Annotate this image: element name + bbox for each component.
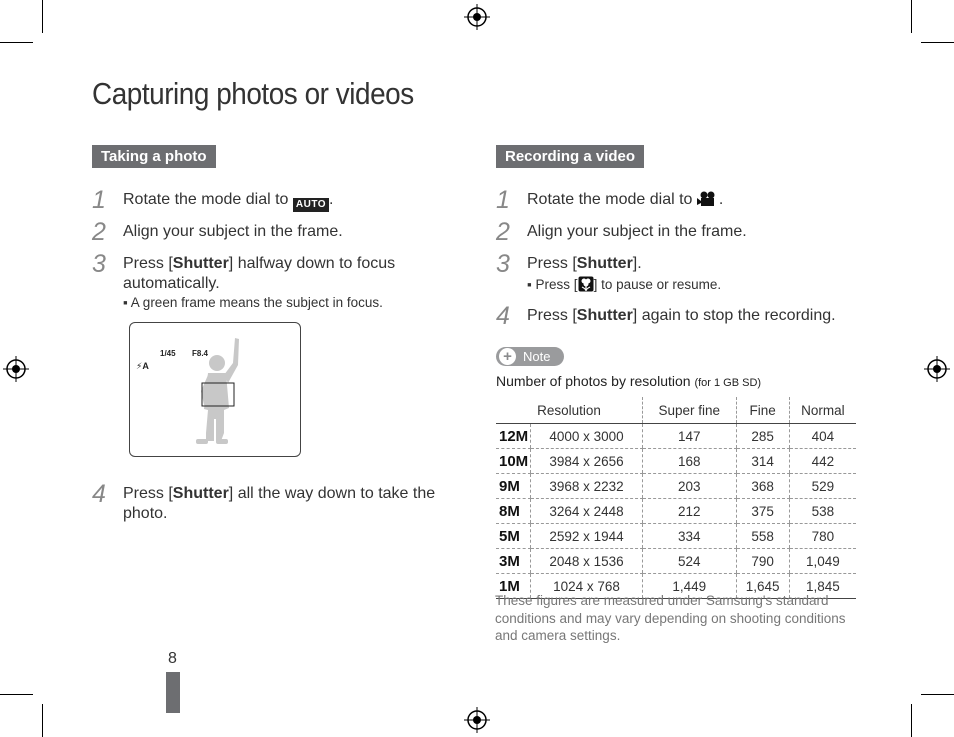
resolution-icon-label: 1M (499, 577, 520, 595)
step-text-part: Rotate the mode dial to (527, 191, 697, 208)
table-cell: 203 (643, 474, 737, 499)
step-text-part: Rotate the mode dial to (123, 191, 293, 208)
resolution-3m-icon (496, 549, 531, 574)
table-row (496, 549, 856, 574)
table-title-note: (for 1 GB SD) (694, 377, 762, 389)
step-number: 1 (92, 186, 106, 214)
table-cell: 212 (643, 499, 737, 524)
table-cell: 368 (736, 474, 789, 499)
table-cell: 1024 x 768 (531, 574, 643, 599)
viewfinder-aperture-readout: F8.4 (192, 349, 209, 358)
page-title: Capturing photos or videos (92, 76, 414, 111)
crop-mark (0, 42, 33, 43)
table-cell: 558 (736, 524, 789, 549)
step-text-part: Press [ (527, 307, 577, 324)
shutter-key: Shutter (576, 255, 633, 272)
video-camera-icon (697, 190, 719, 207)
registration-mark-icon (3, 356, 29, 382)
registration-mark-icon (924, 356, 950, 382)
bullet-note: ▪ A green frame means the subject in focus. (123, 295, 383, 310)
table-row (496, 424, 856, 449)
step-text-part: ] halfway down to focus automatically. (123, 255, 396, 292)
resolution-icon-label: 3M (499, 552, 520, 570)
step-text (527, 190, 723, 210)
resolution-9m-icon (496, 474, 531, 499)
table-cell: 2592 x 1944 (531, 524, 643, 549)
resolution-icon-label: 10M (499, 452, 529, 470)
bullet-text: Press [ (535, 277, 578, 292)
step-number: 3 (92, 250, 106, 278)
auto-mode-icon: AUTO (293, 198, 329, 212)
crop-mark (911, 0, 912, 33)
crop-mark (0, 694, 33, 695)
step-text-part: . (329, 191, 334, 208)
step-text-part: Press [ (123, 255, 173, 272)
crop-mark (921, 42, 954, 43)
bullet-note: ▪ Press [ ] to pause or resume. (527, 277, 722, 292)
table-cell: 2048 x 1536 (531, 549, 643, 574)
table-cell: 1,449 (643, 574, 737, 599)
column-header: Super fine (643, 397, 737, 424)
note-badge (496, 347, 564, 366)
table-cell: 147 (643, 424, 737, 449)
table-cell: 334 (643, 524, 737, 549)
resolution-icon-label: 5M (499, 527, 520, 545)
bullet-text: ] to pause or resume. (593, 277, 722, 292)
column-header: Resolution (496, 397, 643, 424)
step-number: 3 (496, 250, 510, 278)
table-cell: 442 (789, 449, 856, 474)
column-header: Normal (789, 397, 856, 424)
resolution-icon-label: 8M (499, 502, 520, 520)
table-cell: 790 (736, 549, 789, 574)
step-text (123, 190, 334, 212)
footer-note: These figures are measured under Samsung's standard conditions and may vary depending on shooting conditions and camera settings. (495, 593, 846, 643)
step-text (527, 254, 642, 274)
step-text-part: ] again to stop the recording. (632, 307, 836, 324)
step-text-part: Press [ (123, 485, 173, 502)
viewfinder-illustration (129, 322, 301, 457)
step-text-part: ] all the way down to take the photo. (123, 485, 436, 522)
resolution-table (496, 397, 856, 599)
table-cell: 529 (789, 474, 856, 499)
shutter-key: Shutter (576, 307, 633, 324)
table-cell: 314 (736, 449, 789, 474)
resolution-8m-icon (496, 499, 531, 524)
table-cell: 780 (789, 524, 856, 549)
table-cell: 1,845 (789, 574, 856, 599)
section-heading-video: Recording a video (496, 145, 644, 168)
table-title-main: Number of photos by resolution (496, 373, 691, 389)
flash-auto-icon: ⚡A (136, 361, 149, 371)
step-text-part: ]. (632, 255, 642, 272)
resolution-12m-icon (496, 424, 531, 449)
step-text-part: Press [ (527, 255, 577, 272)
section-heading-photo: Taking a photo (92, 145, 216, 168)
resolution-5m-icon (496, 524, 531, 549)
table-title (496, 373, 761, 389)
step-text-part: . (718, 191, 724, 208)
table-cell: 3264 x 2448 (531, 499, 643, 524)
step-number: 1 (496, 186, 510, 214)
step-number: 2 (496, 218, 510, 246)
registration-mark-icon (464, 707, 490, 733)
table-cell: 404 (789, 424, 856, 449)
table-cell: 1,645 (736, 574, 789, 599)
resolution-icon-label: 12M (499, 427, 529, 445)
table-row (496, 449, 856, 474)
page-number: 8 (168, 650, 177, 667)
table-cell: 285 (736, 424, 789, 449)
bullet-text: A green frame means the subject in focus. (130, 295, 383, 310)
resolution-10m-icon (496, 449, 531, 474)
crop-mark (42, 704, 43, 737)
table-cell: 538 (789, 499, 856, 524)
shutter-key: Shutter (172, 255, 229, 272)
step-text: Align your subject in the frame. (123, 223, 343, 240)
table-cell: 4000 x 3000 (531, 424, 643, 449)
page-tab-bar (166, 672, 180, 713)
table-row (496, 524, 856, 549)
step-number: 4 (92, 480, 106, 508)
note-label: Note (523, 349, 551, 364)
resolution-icon-label: 9M (499, 477, 520, 495)
step-text (123, 484, 443, 524)
table-row (496, 499, 856, 524)
table-cell: 524 (643, 549, 737, 574)
registration-mark-icon (464, 4, 490, 30)
table-cell: 1,049 (789, 549, 856, 574)
crop-mark (911, 704, 912, 737)
table-cell: 3968 x 2232 (531, 474, 643, 499)
step-text: Align your subject in the frame. (527, 223, 747, 240)
step-number: 4 (496, 302, 510, 330)
step-text (527, 306, 836, 326)
table-cell: 168 (643, 449, 737, 474)
table-cell: 375 (736, 499, 789, 524)
column-header: Fine (736, 397, 789, 424)
table-header-row (496, 397, 856, 424)
crop-mark (42, 0, 43, 33)
macro-flower-icon (578, 276, 594, 292)
table-row (496, 474, 856, 499)
note-plus-icon: + (499, 348, 516, 365)
shutter-key: Shutter (172, 485, 229, 502)
step-text (123, 254, 423, 294)
person-silhouette-icon (130, 323, 300, 456)
step-number: 2 (92, 218, 106, 246)
table-cell: 3984 x 2656 (531, 449, 643, 474)
viewfinder-shutter-readout: 1/45 (160, 349, 176, 358)
crop-mark (921, 694, 954, 695)
